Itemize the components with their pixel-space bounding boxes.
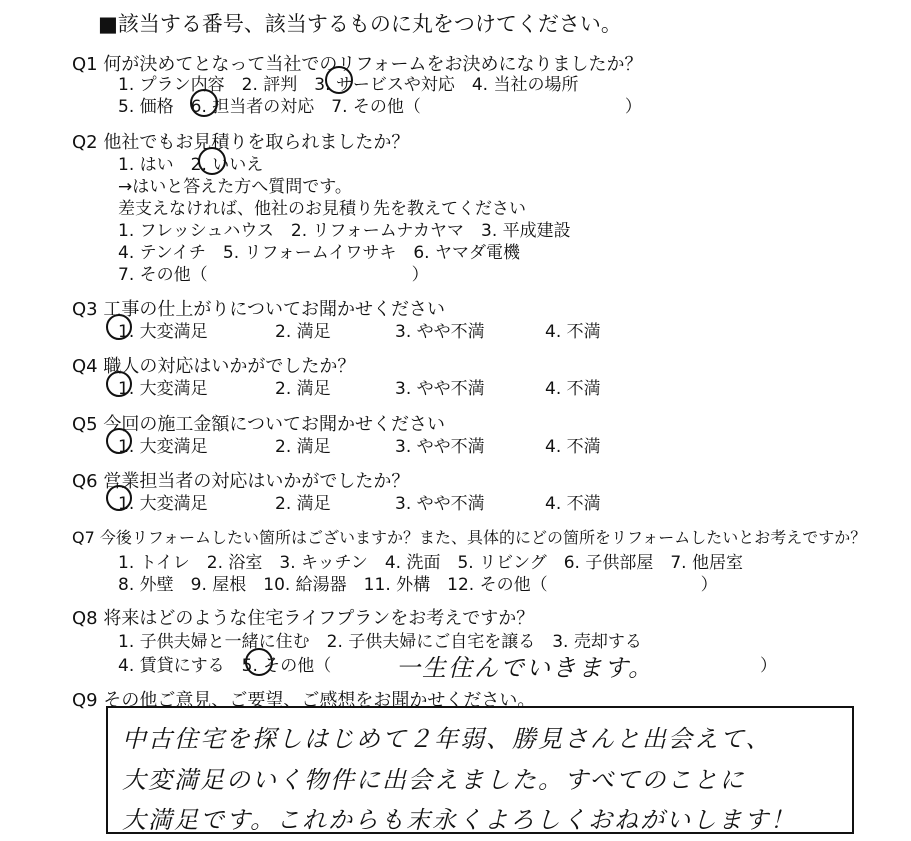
q2-selected-circle-2[interactable] xyxy=(198,147,226,175)
q1-options-row1: 1. プラン内容 2. 評判 3. サービスや対応 4. 当社の場所 xyxy=(118,75,579,95)
q8-handwritten-answer: 一生住んでいきます。 xyxy=(396,654,655,682)
q7-question: Q7 今後リフォームしたい箇所はございますか？また、具体的にどの箇所をリフォームしたいとお考えですか？ xyxy=(72,528,867,547)
q8-question: Q8 将来はどのような住宅ライフプランをお考えですか？ xyxy=(72,608,535,629)
q5-selected-circle-1[interactable] xyxy=(106,428,132,454)
q2-company-row3: 7. その他（ ） xyxy=(118,265,429,285)
q5-option-3: 3. やや不満 xyxy=(395,437,485,457)
q9-handwritten-line3: 大満足です。これからも末永くよろしくおねがいします！ xyxy=(122,806,797,834)
q3-option-4: 4. 不満 xyxy=(545,322,601,342)
q7-options-row1: 1. トイレ 2. 浴室 3. キッチン 4. 洗面 5. リビング 6. 子供部屋 7. 他居室 xyxy=(118,553,743,573)
q2-company-row1: 1. フレッシュハウス 2. リフォームナカヤマ 3. 平成建設 xyxy=(118,221,571,241)
q7-options-row2: 8. 外壁 9. 屋根 10. 給湯器 11. 外構 12. その他（ ） xyxy=(118,575,718,595)
q5-option-4: 4. 不満 xyxy=(545,437,601,457)
q4-question: Q4 職人の対応はいかがでしたか？ xyxy=(72,356,356,377)
q3-option-1: 1. 大変満足 xyxy=(118,322,208,342)
q5-option-1: 1. 大変満足 xyxy=(118,437,208,457)
q3-option-2: 2. 満足 xyxy=(275,322,331,342)
q9-handwritten-line1: 中古住宅を探しはじめて２年弱、勝見さんと出会えて、 xyxy=(122,725,772,753)
q2-company-row2: 4. テンイチ 5. リフォームイワサキ 6. ヤマダ電機 xyxy=(118,243,520,263)
q8-options-row2: 4. 賃貸にする 5. その他（ xyxy=(118,656,332,676)
q4-option-1: 1. 大変満足 xyxy=(118,379,208,399)
q2-followup: →はいと答えた方へ質問です。 xyxy=(118,177,352,197)
q6-option-3: 3. やや不満 xyxy=(395,494,485,514)
q2-question: Q2 他社でもお見積りを取られましたか？ xyxy=(72,132,410,153)
q9-handwritten-line2: 大変満足のいく物件に出会えました。すべてのことに xyxy=(122,766,746,794)
q6-option-2: 2. 満足 xyxy=(275,494,331,514)
q2-options-row1: 1. はい 2. いいえ xyxy=(118,155,264,175)
q3-question: Q3 工事の仕上がりについてお聞かせください xyxy=(72,299,445,320)
q6-option-1: 1. 大変満足 xyxy=(118,494,208,514)
q6-option-4: 4. 不満 xyxy=(545,494,601,514)
q1-question: Q1 何が決めてとなって当社でのリフォームをお決めになりましたか？ xyxy=(72,54,643,75)
q5-option-2: 2. 満足 xyxy=(275,437,331,457)
q8-options-row1: 1. 子供夫婦と一緒に住む 2. 子供夫婦にご自宅を譲る 3. 売却する xyxy=(118,632,642,652)
q1-selected-circle-6[interactable] xyxy=(190,89,218,117)
q5-question: Q5 今回の施工金額についてお聞かせください xyxy=(72,414,445,435)
q6-selected-circle-1[interactable] xyxy=(106,485,132,511)
q8-paren-close: ） xyxy=(760,656,777,676)
q4-selected-circle-1[interactable] xyxy=(106,371,132,397)
instruction-header: ■該当する番号、該当するものに丸をつけてください。 xyxy=(98,12,622,36)
q1-options-row2: 5. 価格 6. 担当者の対応 7. その他（ ） xyxy=(118,97,642,117)
q6-question: Q6 営業担当者の対応はいかがでしたか？ xyxy=(72,471,410,492)
q4-option-2: 2. 満足 xyxy=(275,379,331,399)
q3-option-3: 3. やや不満 xyxy=(395,322,485,342)
q4-option-4: 4. 不満 xyxy=(545,379,601,399)
q2-followup-prompt: 差支えなければ、他社のお見積り先を教えてください xyxy=(118,199,526,219)
q9-question: Q9 その他ご意見、ご要望、ご感想をお聞かせください。 xyxy=(72,690,536,711)
q1-selected-circle-3[interactable] xyxy=(325,66,353,94)
q8-selected-circle-5[interactable] xyxy=(245,648,273,676)
q4-option-3: 3. やや不満 xyxy=(395,379,485,399)
q3-selected-circle-1[interactable] xyxy=(106,314,132,340)
